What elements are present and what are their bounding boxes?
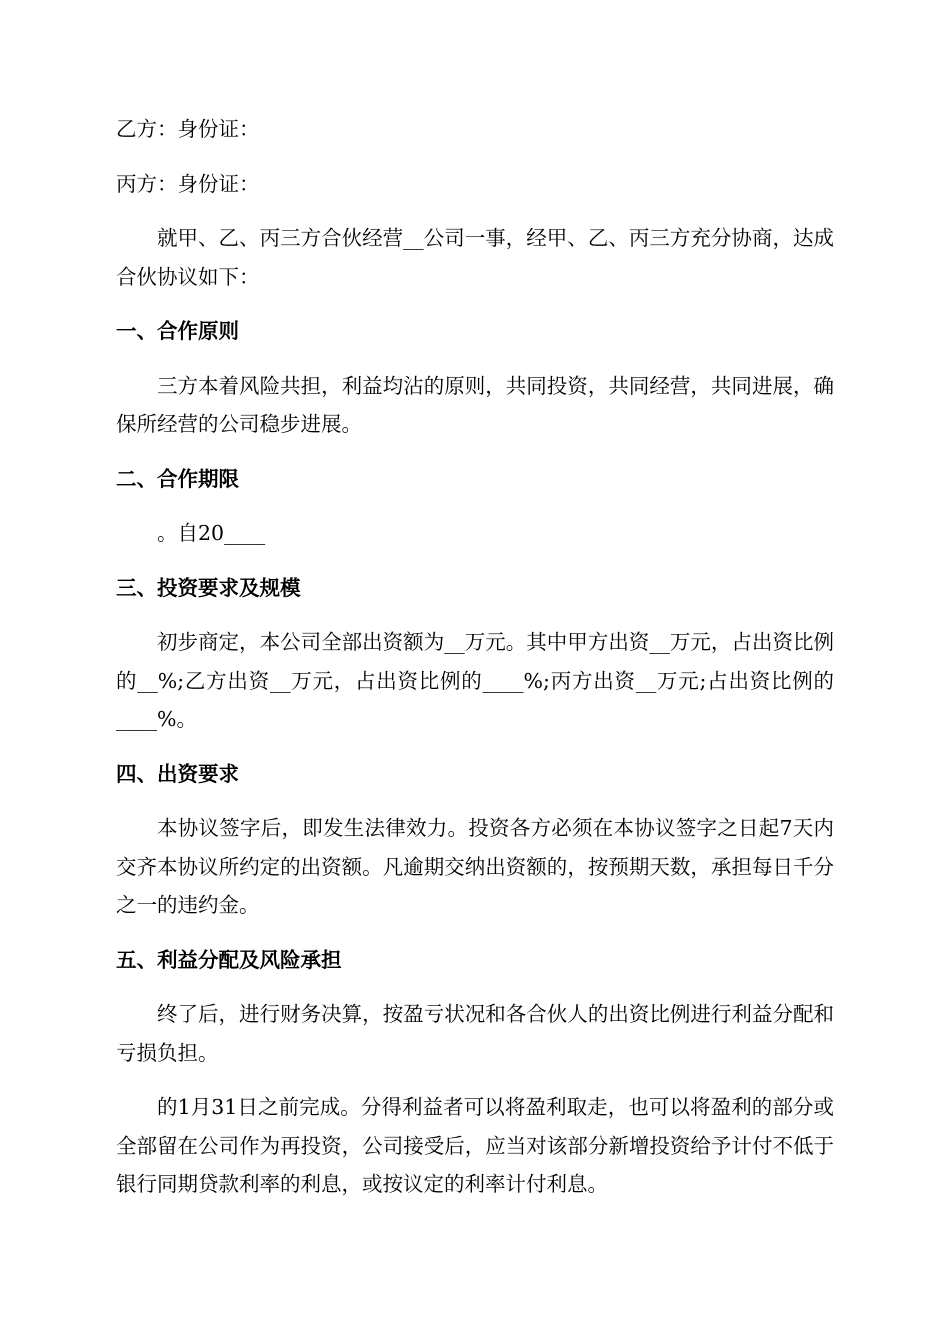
section-paragraph: 初步商定，本公司全部出资额为__万元。其中甲方出资__万元，占出资比例的__%;乙方出资__万元，占出资比例的____%;丙方出资__万元;占出资比例的____%。	[116, 630, 834, 731]
section-investment-scale	[116, 569, 834, 739]
section-heading: 二、合作期限	[116, 466, 239, 491]
document-body	[116, 110, 834, 1220]
intro-paragraph: 就甲、乙、丙三方合伙经营__公司一事，经甲、乙、丙三方充分协商，达成合伙协议如下：	[116, 226, 834, 289]
section-paragraph: 终了后，进行财务决算，按盈亏状况和各合伙人的出资比例进行利益分配和亏损负担。	[116, 1002, 834, 1065]
section-paragraph: 。自20____	[157, 521, 266, 545]
section-heading: 四、出资要求	[116, 761, 239, 786]
section-cooperation-term	[116, 460, 834, 553]
section-profit-risk	[116, 941, 834, 1204]
section-paragraph: 本协议签字后，即发生法律效力。投资各方必须在本协议签字之日起7天内交齐本协议所约定的出资额。凡逾期交纳出资额的，按预期天数，承担每日千分之一的违约金。	[116, 816, 834, 917]
party-c-line: 丙方：身份证：	[116, 171, 260, 196]
section-heading: 三、投资要求及规模	[116, 575, 301, 600]
section-paragraph: 的1月31日之前完成。分得利益者可以将盈利取走，也可以将盈利的部分或全部留在公司作为再投资，公司接受后，应当对该部分新增投资给予计付不低于银行同期贷款利率的利息，或按议定的利率计付利息。	[116, 1095, 834, 1196]
section-heading: 五、利益分配及风险承担	[116, 947, 342, 972]
section-paragraph: 三方本着风险共担，利益均沾的原则，共同投资，共同经营，共同进展，确保所经营的公司稳步进展。	[116, 373, 834, 436]
section-capital-requirements	[116, 755, 834, 925]
section-cooperation-principle	[116, 312, 834, 444]
party-b-line: 乙方：身份证：	[116, 117, 260, 141]
section-heading: 一、合作原则	[116, 319, 239, 343]
